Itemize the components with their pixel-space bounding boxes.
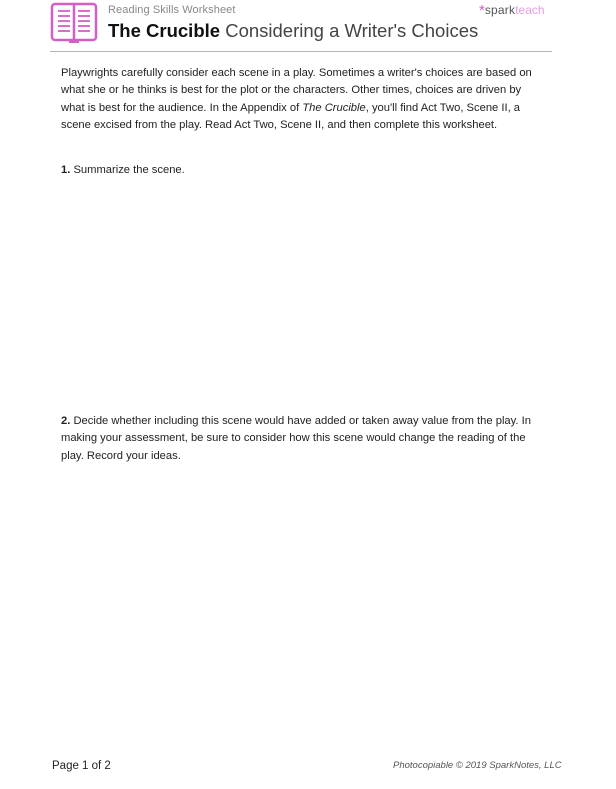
title-work-name: The Crucible (108, 20, 221, 41)
sparkteach-logo (479, 1, 545, 18)
logo-teach: teach (515, 3, 545, 17)
intro-title-italic: The Crucible (302, 101, 366, 114)
question-text: Decide whether including this scene would have added or taken away value from the play. In making your assessment, be sure to consider how this scene would change the reading of the play. Record your ideas. (61, 415, 531, 462)
intro-text-part2: , you'll find Act Two, Scene II, a scene excised from the play. Read Act Two, Scene II, and then complete this worksheet. (61, 101, 521, 132)
intro-text-part1: Playwrights carefully consider each scene in a play. Sometimes a writer's choices are based on what she or he thinks is best for the plot or the characters. Other times, choices are driven by what is best for the audience. In the Appendix of (61, 67, 532, 114)
intro-paragraph (61, 65, 536, 135)
header-divider (50, 51, 552, 52)
book-icon (50, 2, 98, 43)
worksheet-type-label: Reading Skills Worksheet (108, 4, 236, 16)
question-number: 1. (61, 164, 71, 176)
copyright-notice: Photocopiable © 2019 SparkNotes, LLC (393, 760, 562, 771)
page-number: Page 1 of 2 (52, 760, 111, 772)
question-text: Summarize the scene. (70, 164, 185, 176)
question-number: 2. (61, 415, 71, 427)
asterisk-icon: * (479, 2, 485, 19)
logo-spark: spark (484, 3, 516, 17)
question-2 (61, 413, 536, 465)
title-topic: Considering a Writer's Choices (220, 20, 479, 41)
page-title (108, 20, 478, 42)
question-1 (61, 162, 536, 179)
